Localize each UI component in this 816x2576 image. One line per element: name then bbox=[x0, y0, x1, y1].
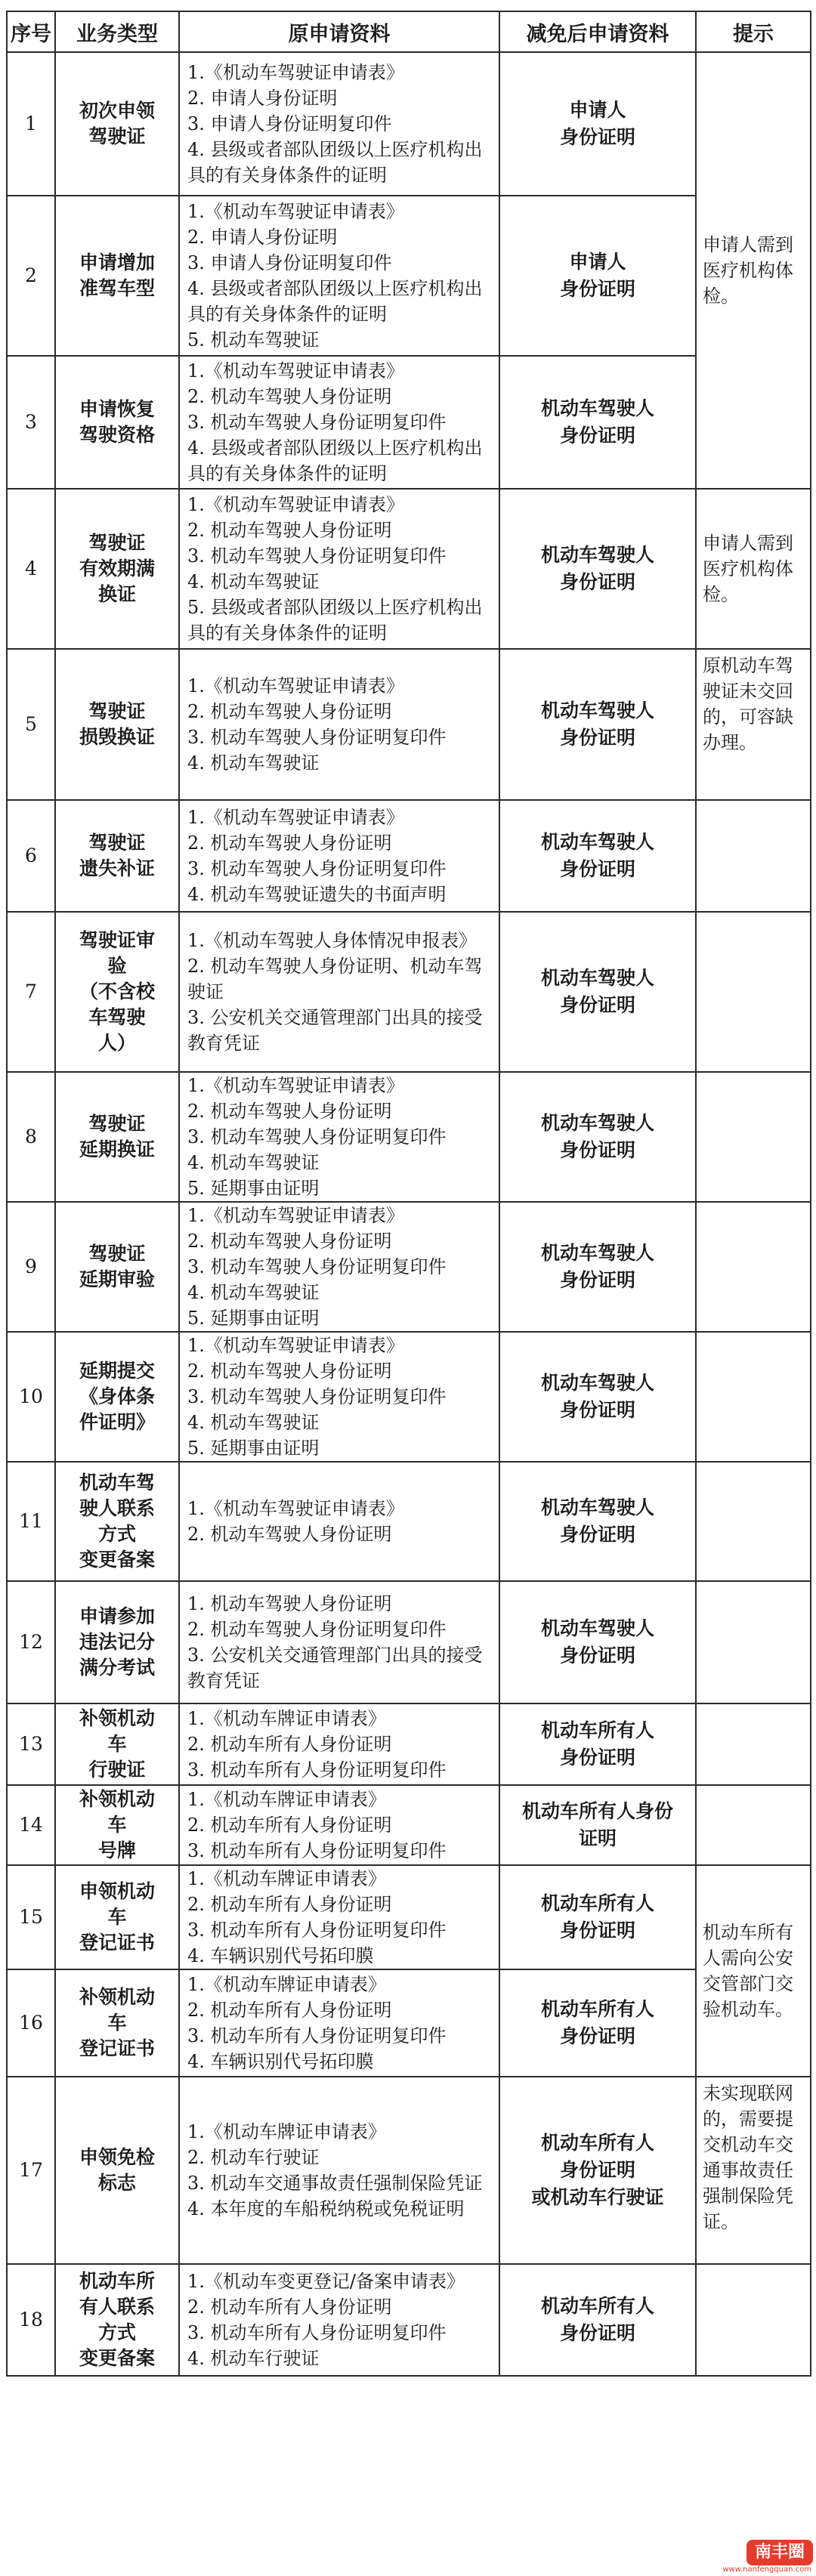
business-type-line: 机动车驾 bbox=[79, 1472, 155, 1493]
table-row bbox=[7, 1969, 811, 2077]
row-note-empty bbox=[696, 2264, 811, 2376]
business-type-line: 申领免检 bbox=[79, 2146, 155, 2168]
row-serial: 12 bbox=[7, 1581, 55, 1703]
reduced-material-line: 机动车驾驶人 bbox=[540, 397, 654, 419]
row-original-materials bbox=[179, 1072, 499, 1202]
material-item: 3. 机动车驾驶人身份证明复印件 bbox=[187, 1386, 447, 1407]
material-item: 2. 机动车所有人身份证明 bbox=[187, 2296, 392, 2318]
material-item: 4. 机动车行驶证 bbox=[187, 2348, 320, 2369]
material-item: 3. 公安机关交通管理部门出具的接受教育凭证 bbox=[187, 1645, 483, 1691]
table-row bbox=[7, 1202, 811, 1332]
table-row bbox=[7, 52, 811, 196]
reduced-material-line: 或机动车行驶证 bbox=[531, 2186, 664, 2208]
reduced-material-line: 身份证明 bbox=[559, 1269, 635, 1291]
row-original-materials bbox=[179, 649, 499, 800]
business-type-line: 车 bbox=[107, 1733, 127, 1755]
business-type-line: 延期换证 bbox=[79, 1138, 155, 1160]
business-type-line: 方式 bbox=[97, 2321, 136, 2343]
table-row bbox=[7, 649, 811, 800]
business-type-line: 违法记分 bbox=[79, 1631, 155, 1653]
table-row bbox=[7, 1462, 811, 1581]
row-original-materials bbox=[179, 1865, 499, 1969]
material-item: 3. 机动车驾驶人身份证明复印件 bbox=[187, 1126, 447, 1147]
row-note: 机动车所有人需向公安交管部门交验机动车。 bbox=[696, 1865, 811, 2077]
table-row bbox=[7, 912, 811, 1072]
material-item: 2. 机动车所有人身份证明 bbox=[187, 1734, 392, 1755]
business-type-line: 驾驶证 bbox=[88, 532, 146, 554]
business-type-line: 申领机动 bbox=[79, 1880, 155, 1902]
business-type-line: 登记证书 bbox=[79, 2037, 155, 2059]
row-business-type bbox=[55, 2264, 179, 2376]
business-type-line: 方式 bbox=[97, 1523, 136, 1545]
business-type-line: 驾驶资格 bbox=[79, 424, 155, 446]
row-original-materials bbox=[179, 1785, 499, 1865]
reduced-material-line: 机动车驾驶人 bbox=[540, 831, 654, 853]
row-note: 未实现联网的，需要提交机动车交通事故责任强制保险凭证。 bbox=[696, 2077, 811, 2264]
material-item: 5. 机动车驾驶证 bbox=[187, 329, 320, 351]
row-reduced-materials bbox=[499, 800, 696, 912]
reduced-material-line: 身份证明 bbox=[559, 1139, 635, 1161]
business-type-line: 准驾车型 bbox=[79, 277, 155, 299]
reduced-material-line: 身份证明 bbox=[559, 1747, 635, 1768]
material-item: 3. 申请人身份证明复印件 bbox=[187, 252, 392, 273]
row-original-materials bbox=[179, 1581, 499, 1703]
business-type-line: 登记证书 bbox=[79, 1932, 155, 1954]
business-type-line: 驾驶证 bbox=[88, 700, 146, 722]
material-item: 3. 机动车交通事故责任强制保险凭证 bbox=[187, 2173, 483, 2194]
material-item: 2. 机动车行驶证 bbox=[187, 2147, 320, 2168]
material-item: 4. 车辆识别代号拓印膜 bbox=[187, 1945, 374, 1966]
business-type-line: （不含校 bbox=[79, 981, 155, 1002]
row-business-type bbox=[55, 1969, 179, 2077]
business-type-line: 申请增加 bbox=[79, 252, 155, 273]
business-type-line: 车驾驶 bbox=[88, 1006, 146, 1028]
row-note: 原机动车驾驶证未交回的，可容缺办理。 bbox=[696, 649, 811, 800]
row-business-type bbox=[55, 800, 179, 912]
business-type-line: 驾驶证 bbox=[88, 125, 146, 147]
row-serial: 11 bbox=[7, 1462, 55, 1581]
reduced-material-line: 身份证明 bbox=[559, 2159, 635, 2181]
material-item: 4. 县级或者部队团级以上医疗机构出具的有关身体条件的证明 bbox=[187, 437, 483, 484]
material-item: 2. 机动车驾驶人身份证明 bbox=[187, 386, 392, 407]
material-item: 3. 机动车所有人身份证明复印件 bbox=[187, 2025, 447, 2046]
row-original-materials bbox=[179, 1332, 499, 1462]
row-original-materials bbox=[179, 912, 499, 1072]
material-item: 1.《机动车驾驶证申请表》 bbox=[187, 1075, 404, 1096]
business-type-line: 满分考试 bbox=[79, 1657, 155, 1679]
reduced-material-line: 机动车驾驶人 bbox=[540, 544, 654, 566]
business-type-line: 补领机动 bbox=[79, 1986, 155, 2008]
business-type-line: 验 bbox=[107, 955, 127, 977]
watermark-logo bbox=[722, 2540, 813, 2574]
business-type-line: 申请参加 bbox=[79, 1605, 155, 1627]
row-reduced-materials bbox=[499, 1332, 696, 1462]
row-business-type bbox=[55, 356, 179, 489]
row-reduced-materials bbox=[499, 649, 696, 800]
material-item: 2. 机动车驾驶人身份证明 bbox=[187, 520, 392, 541]
row-serial: 7 bbox=[7, 912, 55, 1072]
row-reduced-materials bbox=[499, 912, 696, 1072]
business-type-line: 驾驶证 bbox=[88, 1113, 146, 1135]
row-original-materials bbox=[179, 356, 499, 489]
row-serial: 13 bbox=[7, 1703, 55, 1785]
reduced-material-line: 身份证明 bbox=[559, 278, 635, 300]
reduced-material-line: 机动车所有人 bbox=[540, 2132, 654, 2154]
header-serial: 序号 bbox=[7, 11, 55, 52]
header-notes: 提示 bbox=[696, 11, 811, 52]
table-row bbox=[7, 1703, 811, 1785]
business-type-line: 人） bbox=[97, 1032, 136, 1054]
row-reduced-materials bbox=[499, 52, 696, 196]
material-item: 2. 机动车驾驶人身份证明 bbox=[187, 1361, 392, 1382]
requirements-table bbox=[6, 11, 811, 2377]
reduced-material-line: 申请人 bbox=[569, 99, 626, 121]
reduced-material-line: 身份证明 bbox=[559, 994, 635, 1016]
reduced-material-line: 机动车驾驶人 bbox=[540, 1372, 654, 1394]
row-original-materials bbox=[179, 1462, 499, 1581]
reduced-material-line: 机动车驾驶人 bbox=[540, 700, 654, 721]
material-item: 3. 机动车所有人身份证明复印件 bbox=[187, 1759, 447, 1781]
row-original-materials bbox=[179, 1703, 499, 1785]
material-item: 5. 延期事由证明 bbox=[187, 1438, 320, 1459]
row-note: 申请人需到医疗机构体检。 bbox=[696, 52, 811, 489]
business-type-line: 驶人联系 bbox=[79, 1497, 155, 1519]
business-type-line: 号牌 bbox=[97, 1839, 136, 1861]
row-original-materials bbox=[179, 489, 499, 649]
row-original-materials bbox=[179, 1969, 499, 2077]
row-serial: 8 bbox=[7, 1072, 55, 1202]
reduced-material-line: 机动车所有人 bbox=[540, 2295, 654, 2317]
material-item: 4. 机动车驾驶证 bbox=[187, 1412, 320, 1433]
business-type-line: 延期审验 bbox=[79, 1268, 155, 1290]
business-type-line: 车 bbox=[107, 1814, 127, 1836]
row-note-empty bbox=[696, 1072, 811, 1202]
business-type-line: 件证明》 bbox=[79, 1411, 155, 1433]
reduced-material-line: 机动车所有人 bbox=[540, 1719, 654, 1741]
business-type-line: 换证 bbox=[97, 583, 136, 605]
row-serial: 5 bbox=[7, 649, 55, 800]
row-reduced-materials bbox=[499, 1703, 696, 1785]
material-item: 3. 机动车驾驶人身份证明复印件 bbox=[187, 412, 447, 433]
row-note-empty bbox=[696, 1703, 811, 1785]
material-item: 1.《机动车变更登记/备案申请表》 bbox=[187, 2271, 465, 2292]
material-item: 2. 机动车驾驶人身份证明 bbox=[187, 701, 392, 722]
business-type-line: 《身体条 bbox=[79, 1385, 155, 1407]
table-row bbox=[7, 2264, 811, 2376]
row-reduced-materials bbox=[499, 2077, 696, 2264]
business-type-line: 变更备案 bbox=[79, 1549, 155, 1571]
row-business-type bbox=[55, 1865, 179, 1969]
row-note: 申请人需到医疗机构体检。 bbox=[696, 489, 811, 649]
material-item: 2. 申请人身份证明 bbox=[187, 88, 338, 109]
reduced-material-line: 证明 bbox=[578, 1827, 617, 1849]
reduced-material-line: 身份证明 bbox=[559, 1645, 635, 1666]
row-note-empty bbox=[696, 1332, 811, 1462]
material-item: 2. 机动车所有人身份证明 bbox=[187, 1815, 392, 1836]
business-type-line: 申请恢复 bbox=[79, 398, 155, 420]
row-serial: 6 bbox=[7, 800, 55, 912]
reduced-material-line: 机动车驾驶人 bbox=[540, 967, 654, 989]
material-item: 3. 公安机关交通管理部门出具的接受教育凭证 bbox=[187, 1007, 483, 1054]
material-item: 1.《机动车驾驶证申请表》 bbox=[187, 1335, 404, 1356]
row-reduced-materials bbox=[499, 489, 696, 649]
material-item: 1.《机动车牌证申请表》 bbox=[187, 1868, 386, 1889]
material-item: 1.《机动车驾驶人身体情况申报表》 bbox=[187, 930, 477, 951]
reduced-material-line: 机动车所有人身份 bbox=[521, 1800, 673, 1822]
table-row bbox=[7, 1581, 811, 1703]
business-type-line: 补领机动 bbox=[79, 1788, 155, 1810]
watermark-text: 南丰圈 bbox=[746, 2540, 813, 2565]
row-serial: 15 bbox=[7, 1865, 55, 1969]
row-serial: 9 bbox=[7, 1202, 55, 1332]
business-type-line: 初次申领 bbox=[79, 100, 155, 122]
material-item: 4. 车辆识别代号拓印膜 bbox=[187, 2051, 374, 2072]
header-business-type: 业务类型 bbox=[55, 11, 179, 52]
material-item: 1.《机动车驾驶证申请表》 bbox=[187, 675, 404, 697]
business-type-line: 车 bbox=[107, 1906, 127, 1928]
business-type-line: 车 bbox=[107, 2012, 127, 2034]
reduced-material-line: 身份证明 bbox=[559, 1920, 635, 1941]
row-business-type bbox=[55, 1332, 179, 1462]
row-business-type bbox=[55, 2077, 179, 2264]
reduced-material-line: 机动车驾驶人 bbox=[540, 1112, 654, 1134]
material-item: 1.《机动车驾驶证申请表》 bbox=[187, 1205, 404, 1226]
business-type-line: 驾驶证审 bbox=[79, 929, 155, 951]
material-item: 5. 县级或者部队团级以上医疗机构出具的有关身体条件的证明 bbox=[187, 597, 483, 644]
material-item: 1.《机动车驾驶证申请表》 bbox=[187, 494, 404, 515]
header-reduced-materials: 减免后申请资料 bbox=[499, 11, 696, 52]
reduced-material-line: 身份证明 bbox=[559, 727, 635, 749]
material-item: 1. 机动车驾驶人身份证明 bbox=[187, 1593, 392, 1614]
material-item: 3. 机动车驾驶人身份证明复印件 bbox=[187, 727, 447, 748]
reduced-material-line: 机动车驾驶人 bbox=[540, 1617, 654, 1639]
row-original-materials bbox=[179, 196, 499, 356]
row-note-empty bbox=[696, 800, 811, 912]
table-row bbox=[7, 356, 811, 489]
material-item: 3. 机动车所有人身份证明复印件 bbox=[187, 1920, 447, 1941]
row-business-type bbox=[55, 52, 179, 196]
row-serial: 2 bbox=[7, 196, 55, 356]
reduced-material-line: 身份证明 bbox=[559, 425, 635, 446]
reduced-material-line: 身份证明 bbox=[559, 1399, 635, 1421]
row-serial: 3 bbox=[7, 356, 55, 489]
business-type-line: 有人联系 bbox=[79, 2296, 155, 2318]
material-item: 1.《机动车牌证申请表》 bbox=[187, 1789, 386, 1810]
material-item: 4. 县级或者部队团级以上医疗机构出具的有关身体条件的证明 bbox=[187, 139, 483, 186]
material-item: 2. 申请人身份证明 bbox=[187, 227, 338, 248]
row-reduced-materials bbox=[499, 1462, 696, 1581]
reduced-material-line: 机动车所有人 bbox=[540, 1998, 654, 2020]
material-item: 3. 机动车所有人身份证明复印件 bbox=[187, 1840, 447, 1861]
row-reduced-materials bbox=[499, 1581, 696, 1703]
material-item: 5. 延期事由证明 bbox=[187, 1308, 320, 1329]
row-reduced-materials bbox=[499, 1072, 696, 1202]
row-serial: 10 bbox=[7, 1332, 55, 1462]
row-reduced-materials bbox=[499, 196, 696, 356]
table-row bbox=[7, 2077, 811, 2264]
row-business-type bbox=[55, 1581, 179, 1703]
material-item: 4. 机动车驾驶证 bbox=[187, 1282, 320, 1303]
row-business-type bbox=[55, 912, 179, 1072]
row-note-empty bbox=[696, 1202, 811, 1332]
row-note-empty bbox=[696, 1785, 811, 1865]
reduced-material-line: 机动车驾驶人 bbox=[540, 1242, 654, 1264]
material-item: 4. 县级或者部队团级以上医疗机构出具的有关身体条件的证明 bbox=[187, 278, 483, 325]
material-item: 4. 本年度的车船税纳税或免税证明 bbox=[187, 2198, 465, 2219]
material-item: 4. 机动车驾驶证 bbox=[187, 1152, 320, 1173]
reduced-material-line: 身份证明 bbox=[559, 2322, 635, 2344]
header-row bbox=[7, 11, 811, 52]
row-reduced-materials bbox=[499, 1785, 696, 1865]
business-type-line: 补领机动 bbox=[79, 1707, 155, 1729]
table-row bbox=[7, 1785, 811, 1865]
material-item: 2. 机动车所有人身份证明 bbox=[187, 2000, 392, 2021]
material-item: 2. 机动车驾驶人身份证明 bbox=[187, 1231, 392, 1252]
material-item: 1.《机动车驾驶证申请表》 bbox=[187, 201, 404, 222]
row-business-type bbox=[55, 1072, 179, 1202]
business-type-line: 行驶证 bbox=[88, 1759, 146, 1781]
row-reduced-materials bbox=[499, 2264, 696, 2376]
business-type-line: 损毁换证 bbox=[79, 726, 155, 748]
material-item: 1.《机动车牌证申请表》 bbox=[187, 1708, 386, 1729]
material-item: 4. 机动车驾驶证 bbox=[187, 752, 320, 774]
row-business-type bbox=[55, 1462, 179, 1581]
row-reduced-materials bbox=[499, 1865, 696, 1969]
row-serial: 17 bbox=[7, 2077, 55, 2264]
material-item: 2. 机动车驾驶人身份证明 bbox=[187, 832, 392, 854]
row-reduced-materials bbox=[499, 356, 696, 489]
row-serial: 14 bbox=[7, 1785, 55, 1865]
reduced-material-line: 机动车所有人 bbox=[540, 1892, 654, 1914]
row-original-materials bbox=[179, 800, 499, 912]
table-row bbox=[7, 800, 811, 912]
table-row bbox=[7, 489, 811, 649]
material-item: 3. 机动车驾驶人身份证明复印件 bbox=[187, 858, 447, 879]
row-business-type bbox=[55, 1785, 179, 1865]
material-item: 4. 机动车驾驶证遗失的书面声明 bbox=[187, 884, 447, 905]
material-item: 1.《机动车驾驶证申请表》 bbox=[187, 62, 404, 83]
material-item: 1.《机动车驾驶证申请表》 bbox=[187, 1498, 404, 1519]
row-serial: 4 bbox=[7, 489, 55, 649]
row-note-empty bbox=[696, 912, 811, 1072]
table-row bbox=[7, 1332, 811, 1462]
business-type-line: 驾驶证 bbox=[88, 832, 146, 854]
business-type-line: 遗失补证 bbox=[79, 857, 155, 879]
row-business-type bbox=[55, 649, 179, 800]
row-serial: 16 bbox=[7, 1969, 55, 2077]
reduced-material-line: 身份证明 bbox=[559, 2025, 635, 2047]
table-row bbox=[7, 1072, 811, 1202]
material-item: 2. 机动车驾驶人身份证明复印件 bbox=[187, 1619, 447, 1640]
material-item: 1.《机动车牌证申请表》 bbox=[187, 2121, 386, 2142]
row-reduced-materials bbox=[499, 1202, 696, 1332]
material-item: 3. 申请人身份证明复印件 bbox=[187, 113, 392, 134]
row-original-materials bbox=[179, 52, 499, 196]
row-original-materials bbox=[179, 2264, 499, 2376]
row-serial: 1 bbox=[7, 52, 55, 196]
material-item: 4. 机动车驾驶证 bbox=[187, 571, 320, 592]
business-type-line: 延期提交 bbox=[79, 1360, 155, 1382]
row-business-type bbox=[55, 489, 179, 649]
row-note-empty bbox=[696, 1581, 811, 1703]
material-item: 1.《机动车驾驶证申请表》 bbox=[187, 360, 404, 381]
reduced-material-line: 身份证明 bbox=[559, 858, 635, 880]
material-item: 3. 机动车所有人身份证明复印件 bbox=[187, 2322, 447, 2343]
row-business-type bbox=[55, 1703, 179, 1785]
row-original-materials bbox=[179, 2077, 499, 2264]
business-type-line: 驾驶证 bbox=[88, 1243, 146, 1265]
row-serial: 18 bbox=[7, 2264, 55, 2376]
material-item: 3. 机动车驾驶人身份证明复印件 bbox=[187, 1256, 447, 1277]
material-item: 1.《机动车牌证申请表》 bbox=[187, 1974, 386, 1995]
material-item: 2. 机动车驾驶人身份证明、机动车驾驶证 bbox=[187, 956, 483, 1002]
watermark-url: www.nanfengquan.com bbox=[722, 2565, 811, 2574]
table-row bbox=[7, 196, 811, 356]
material-item: 2. 机动车所有人身份证明 bbox=[187, 1894, 392, 1915]
row-original-materials bbox=[179, 1202, 499, 1332]
reduced-material-line: 身份证明 bbox=[559, 571, 635, 593]
row-business-type bbox=[55, 1202, 179, 1332]
reduced-material-line: 身份证明 bbox=[559, 126, 635, 148]
reduced-material-line: 申请人 bbox=[569, 251, 626, 273]
business-type-line: 标志 bbox=[97, 2172, 136, 2194]
business-type-line: 有效期满 bbox=[79, 558, 155, 579]
reduced-material-line: 机动车驾驶人 bbox=[540, 1496, 654, 1518]
reduced-material-line: 身份证明 bbox=[559, 1524, 635, 1546]
header-original-materials: 原申请资料 bbox=[179, 11, 499, 52]
row-reduced-materials bbox=[499, 1969, 696, 2077]
row-note-empty bbox=[696, 1462, 811, 1581]
material-item: 2. 机动车驾驶人身份证明 bbox=[187, 1524, 392, 1545]
table-row bbox=[7, 1865, 811, 1969]
material-item: 3. 机动车驾驶人身份证明复印件 bbox=[187, 545, 447, 567]
business-type-line: 机动车所 bbox=[79, 2270, 155, 2292]
business-type-line: 变更备案 bbox=[79, 2347, 155, 2369]
material-item: 1.《机动车驾驶证申请表》 bbox=[187, 807, 404, 828]
material-item: 5. 延期事由证明 bbox=[187, 1178, 320, 1199]
row-business-type bbox=[55, 196, 179, 356]
material-item: 2. 机动车驾驶人身份证明 bbox=[187, 1101, 392, 1122]
